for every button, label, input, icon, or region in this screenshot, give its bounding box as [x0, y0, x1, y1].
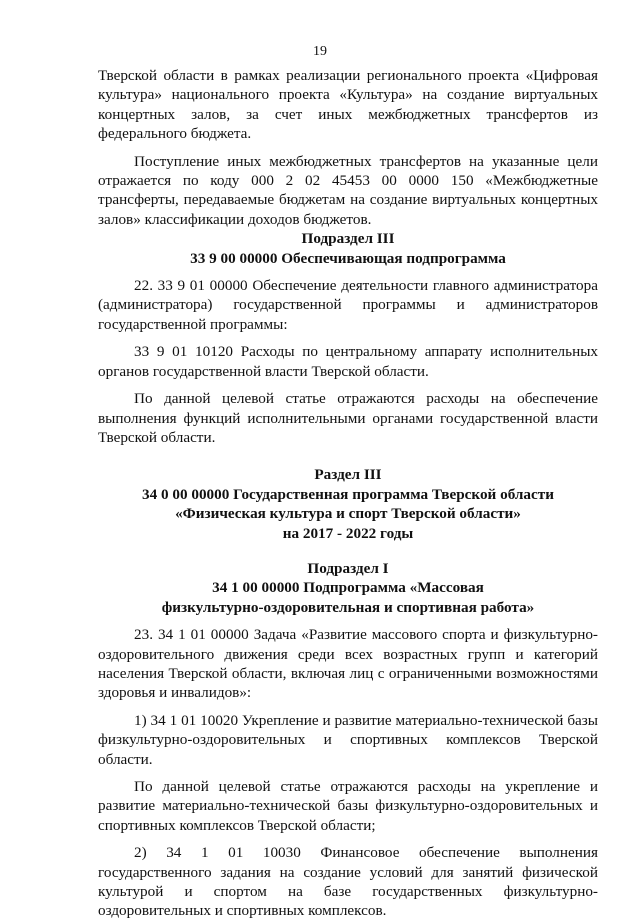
- paragraph: 22. 33 9 01 00000 Обеспечение деятельности главного администратора (администратора) государственной программы и администраторов государственной программы:: [98, 277, 598, 333]
- paragraph: 23. 34 1 01 00000 Задача «Развитие массового спорта и физкультурно-оздоровительного движения среди всех возрастных групп и категорий населения Тверской области, включая лиц с ограниченными возможностями здоровья и инвалидов»:: [98, 626, 598, 702]
- subsection-title: Подраздел III: [301, 230, 395, 248]
- paragraph: По данной целевой статье отражаются расходы на укрепление и развитие материально-технической базы физкультурно-оздоровительных и спортивных комплексов Тверской области;: [98, 778, 598, 834]
- subsection-heading: 33 9 00 00000 Обеспечивающая подпрограмма: [190, 249, 506, 267]
- section-heading: на 2017 - 2022 годы: [282, 524, 414, 542]
- document-body: [98, 66, 598, 921]
- subsection-heading: физкультурно-оздоровительная и спортивная работа»: [161, 598, 535, 616]
- paragraph: 1) 34 1 01 10020 Укрепление и развитие материально-технической базы физкультурно-оздоровительных и спортивных комплексов Тверской области.: [98, 711, 598, 768]
- paragraph: 2) 34 1 01 10030 Финансовое обеспечение выполнения государственного задания на создание условий для занятий физической культурой и спортом на базе государственных физкультурно-оздоровительных и спортивных комплексов.: [98, 844, 598, 920]
- paragraph: Поступление иных межбюджетных трансфертов на указанные цели отражается по коду 000 2 02 45453 00 0000 150 «Межбюджетные трансферты, передаваемые бюджетам на создание виртуальных концертных залов» классификации доходов бюджетов.: [98, 152, 598, 228]
- section-heading: «Физическая культура и спорт Тверской области»: [175, 505, 521, 523]
- paragraph: 33 9 01 10120 Расходы по центральному аппарату исполнительных органов государственной власти Тверской области.: [98, 343, 598, 380]
- subsection-title: Подраздел I: [307, 559, 389, 577]
- subsection-heading: 34 1 00 00000 Подпрограмма «Массовая: [212, 579, 484, 597]
- paragraph: Тверской области в рамках реализации регионального проекта «Цифровая культура» национального проекта «Культура» на создание виртуальных концертных залов, за счет иных межбюджетных трансфертов из федерального бюджета.: [98, 67, 598, 143]
- page-number: 19: [313, 44, 327, 59]
- section-title: Раздел III: [314, 466, 382, 484]
- paragraph: По данной целевой статье отражаются расходы на обеспечение выполнения функций исполнительными органами государственной власти Тверской области.: [98, 390, 598, 446]
- section-heading: 34 0 00 00000 Государственная программа Тверской области: [142, 485, 554, 503]
